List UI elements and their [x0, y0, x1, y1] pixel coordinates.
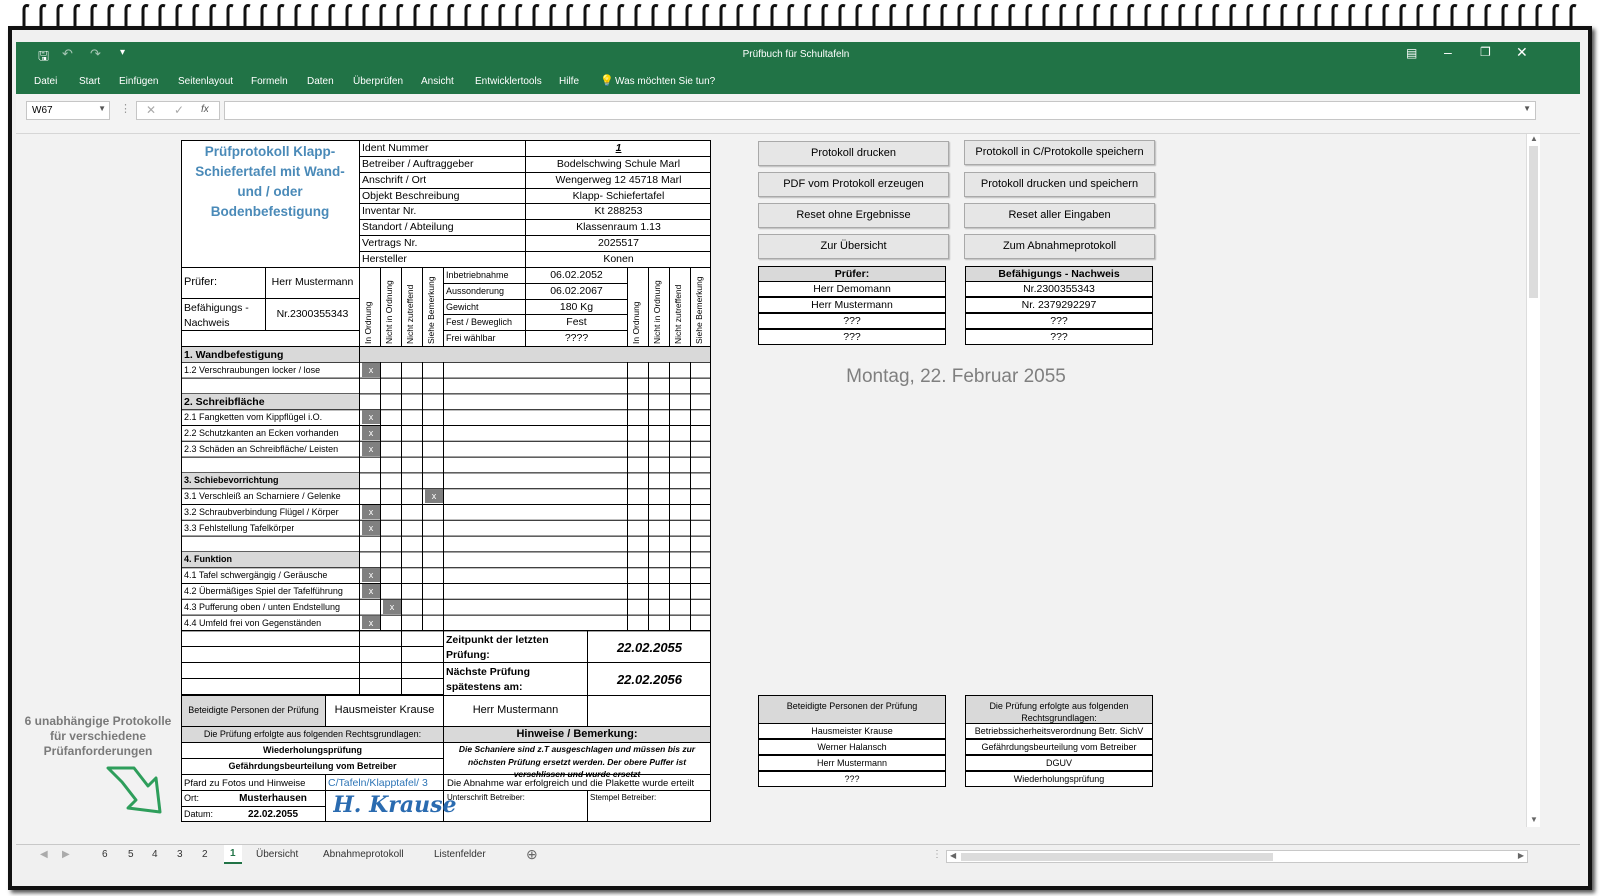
checklist-item: 3.3 Fehlstellung Tafelkörper [184, 522, 295, 533]
last-check-value[interactable]: 22.02.2055 [616, 640, 683, 655]
tab-start[interactable]: Start [79, 76, 101, 87]
legal-2[interactable]: Gefährdungsbeurteilung vom Betreiber [228, 761, 397, 771]
undo-icon[interactable]: ↶ [62, 46, 73, 61]
info-label: Objekt Beschreibung [362, 190, 460, 202]
tab-hilfe[interactable]: Hilfe [559, 76, 580, 87]
persons-table-row[interactable]: Herr Mustermann [758, 755, 946, 771]
checklist-item: 4.2 Übermäßiges Spiel der Tafelführung [184, 586, 343, 596]
section-title: 2. Schreibfläche [184, 396, 265, 409]
legal-table-header: Die Prüfung erfolgte aus folgenden Rechtsgrundlagen: [965, 695, 1153, 724]
detail-label: Frei wählbar [446, 333, 496, 343]
tab-datei[interactable]: Datei [34, 76, 58, 87]
info-value[interactable]: Bodelschwing Schule Marl [556, 158, 681, 170]
horizontal-scrollbar[interactable] [946, 850, 1528, 863]
checklist-item: 3.2 Schraubverbindung Flügel / Körper [184, 507, 339, 517]
tab-daten[interactable]: Daten [307, 76, 334, 87]
minimize-icon[interactable]: – [1444, 44, 1452, 60]
persons-table-header: Beteidigte Personen der Prüfung [758, 695, 946, 724]
info-value[interactable]: Konen [603, 253, 634, 265]
sig-betreiber-label: Unterschrift Betreiber: [447, 793, 525, 802]
section-title: 4. Funktion [184, 554, 232, 565]
info-label: Anschrift / Ort [362, 174, 427, 186]
legal-table-row[interactable]: Betriebssicherheitsverordnung Betr. SichV [965, 723, 1153, 739]
close-icon[interactable]: ✕ [1516, 44, 1528, 60]
sheet-tab[interactable]: 3 [177, 849, 183, 860]
pruefprotokoll-form [181, 140, 711, 822]
section-header-bg [360, 347, 710, 362]
status-mark[interactable]: x [362, 442, 380, 456]
datum-value[interactable]: 22.02.2055 [247, 809, 299, 820]
persons-table-row[interactable]: ??? [758, 771, 946, 787]
horizontal-scroll-thumb[interactable] [961, 853, 1273, 861]
header-siehe-bemerkung: Siehe Bemerkung [426, 276, 436, 344]
date-display: Montag, 22. Februar 2055 [846, 366, 1066, 387]
sheet-tab[interactable]: 4 [152, 849, 158, 860]
status-mark[interactable]: x [362, 426, 380, 440]
pruefer-table-row[interactable]: ??? [758, 329, 946, 345]
worksheet-area [16, 134, 1580, 844]
status-mark[interactable]: x [362, 363, 380, 377]
info-label: Betreiber / Auftraggeber [362, 158, 474, 170]
legal-1[interactable]: Wiederholungsprüfung [263, 745, 362, 755]
person-1[interactable]: Hausmeister Krause [334, 704, 435, 716]
next-check-value[interactable]: 22.02.2056 [616, 672, 683, 687]
pruefer-table-header: Prüfer: [758, 266, 946, 282]
legal-table-row[interactable]: DGUV [965, 755, 1153, 771]
quick-access-dropdown-icon[interactable]: ▾ [120, 47, 126, 58]
save-protocol-button[interactable]: Protokoll in C/Protokolle speichern [964, 140, 1155, 165]
next-check-label: Nächste Prüfung spätestens am: [446, 666, 531, 693]
name-box-value: W67 [32, 105, 53, 116]
status-mark[interactable]: x [362, 584, 380, 598]
header-in-ordnung: In Ordnung [363, 301, 373, 344]
nachweis-table-row[interactable]: Nr.2300355343 [965, 281, 1153, 297]
sheet-tab[interactable]: Übersicht [256, 849, 299, 860]
info-label: Ident Nummer [362, 142, 429, 154]
checklist-item: 3.1 Verschleiß an Scharniere / Gelenke [184, 491, 341, 502]
info-label: Hersteller [362, 253, 407, 265]
acceptance-protocol-button[interactable]: Zum Abnahmeprotokoll [964, 234, 1155, 259]
name-box-dropdown-icon[interactable]: ▼ [98, 104, 106, 113]
sheet-tabs-bar [16, 844, 1580, 868]
checklist-item: 4.4 Umfeld frei von Gegenständen [184, 617, 322, 628]
photo-link[interactable]: C/Tafeln/Klapptafel/ 3 [328, 777, 428, 789]
info-value[interactable]: Klassenraum 1.13 [576, 221, 661, 233]
checklist-item: 4.1 Tafel schwergängig / Geräusche [184, 570, 328, 581]
tab-scroll-left-icon[interactable]: ◀ [40, 849, 48, 860]
redo-icon[interactable]: ↷ [90, 46, 101, 61]
pruefer-table-row[interactable]: Herr Demomann [758, 281, 946, 297]
pruefer-label: Prüfer: [184, 276, 218, 288]
tab-ueberpruefen[interactable]: Überprüfen [353, 76, 404, 87]
title-bar [16, 42, 1580, 68]
formula-bar [16, 94, 1580, 134]
legal-label: Die Prüfung erfolgte aus folgenden Rechtsgrundlagen: [203, 729, 422, 739]
cancel-icon[interactable]: ✕ [146, 103, 157, 117]
section-title: 3. Schiebevorrichtung [184, 475, 279, 486]
nachweis-value[interactable]: Nr.2300355343 [276, 308, 349, 320]
insert-function-icon[interactable]: fx [201, 104, 209, 115]
hscroll-right-icon[interactable]: ▶ [1517, 851, 1524, 860]
sheet-tab[interactable]: 2 [202, 849, 208, 860]
reset-results-button[interactable]: Reset ohne Ergebnisse [758, 203, 949, 228]
detail-value[interactable]: Fest [566, 316, 587, 328]
info-label: Vertrags Nr. [362, 237, 418, 249]
tell-me-search[interactable]: Was möchten Sie tun? [615, 76, 716, 87]
info-label: Standort / Abteilung [362, 221, 454, 233]
checklist-item: 2.3 Schäden an Schreibfläche/ Leisten [184, 443, 339, 454]
sheet-tab[interactable]: Listenfelder [434, 849, 486, 860]
photo-label: Pfard zu Fotos und Hinweise [184, 778, 306, 789]
detail-label: Inbetriebnahme [446, 270, 509, 280]
status-mark[interactable]: x [362, 568, 380, 582]
status-mark[interactable]: x [425, 489, 443, 503]
tab-seitenlayout[interactable]: Seitenlayout [178, 76, 234, 87]
overview-button[interactable]: Zur Übersicht [758, 234, 949, 259]
restore-icon[interactable]: ❐ [1480, 45, 1491, 59]
side-note: 6 unabhängige Protokolle für verschiedene Prüfanforderungen [24, 714, 172, 758]
detail-label: Aussonderung [446, 286, 505, 296]
tab-formeln[interactable]: Formeln [251, 76, 288, 87]
sheet-tab[interactable]: 1 [224, 845, 242, 864]
save-icon[interactable]: 🖫 [38, 48, 50, 63]
pruefer-table-row[interactable]: ??? [758, 313, 946, 329]
signature: H. Krause [333, 792, 457, 818]
sheet-tab[interactable]: 5 [128, 849, 134, 860]
info-value[interactable]: 1 [615, 142, 622, 154]
persons-table-row[interactable]: Hausmeister Krause [758, 723, 946, 739]
detail-value[interactable]: 06.02.2052 [550, 269, 603, 281]
header-nicht-in-ordnung-2: Nicht in Ordnung [652, 280, 662, 344]
persons-table-row[interactable]: Werner Halansch [758, 739, 946, 755]
pruefer-value[interactable]: Herr Mustermann [271, 276, 354, 288]
header-nicht-in-ordnung: Nicht in Ordnung [384, 280, 394, 344]
ort-value[interactable]: Musterhausen [239, 793, 307, 804]
ribbon-tabs [16, 68, 1580, 94]
info-value[interactable]: 2025517 [598, 237, 639, 249]
window-title: Prüfbuch für Schultafeln [742, 49, 850, 60]
reset-all-button[interactable]: Reset aller Eingaben [964, 203, 1155, 228]
nachweis-table-header: Befähigungs - Nachweis [965, 266, 1153, 282]
detail-value[interactable]: 180 Kg [559, 301, 594, 313]
vertical-scroll-thumb[interactable] [1529, 146, 1538, 298]
pruefer-table-row[interactable]: Herr Mustermann [758, 297, 946, 313]
checklist-item: 1.2 Verschraubungen locker / lose [184, 364, 321, 375]
tab-einfuegen[interactable]: Einfügen [119, 76, 159, 87]
info-value[interactable]: Wengerweg 12 45718 Marl [555, 174, 682, 186]
scroll-up-icon[interactable]: ▲ [1530, 134, 1538, 143]
tab-splitter-icon[interactable]: ⋮ [932, 849, 942, 860]
section-title: 1. Wandbefestigung [184, 349, 284, 361]
checklist-item: 2.2 Schutzkanten an Ecken vorhanden [184, 428, 339, 438]
nachweis-table-row[interactable]: ??? [965, 313, 1153, 329]
sheet-tab[interactable]: Abnahmeprotokoll [323, 849, 404, 860]
expand-formula-icon[interactable]: ▼ [1523, 104, 1531, 113]
formula-input[interactable] [224, 101, 1536, 120]
tab-ansicht[interactable]: Ansicht [421, 76, 454, 87]
nachweis-label: Befähigungs - Nachweis [184, 302, 249, 329]
arrow-down-right-icon [104, 764, 170, 822]
tab-scroll-right-icon[interactable]: ▶ [62, 849, 70, 860]
ribbon-display-icon[interactable]: ▤ [1406, 46, 1418, 60]
hscroll-left-icon[interactable]: ◀ [950, 851, 957, 860]
persons-label: Beteidigte Personen der Prüfung [188, 705, 319, 715]
print-protocol-button[interactable]: Protokoll drucken [758, 141, 949, 166]
notes-line[interactable]: Die Abnahme war erfolgreich und die Plakette wurde erteilt [447, 778, 695, 789]
detail-value[interactable]: ???? [564, 332, 589, 344]
legal-table-row[interactable]: Wiederholungsprüfung [965, 771, 1153, 787]
lightbulb-icon: 💡 [600, 75, 614, 87]
nachweis-table-row[interactable]: Nr. 2379292297 [965, 297, 1153, 313]
status-mark[interactable]: x [362, 410, 380, 424]
checklist-item: 4.3 Pufferung oben / unten Endstellung [184, 601, 340, 612]
more-options-icon: ⋮ [120, 103, 131, 115]
header-siehe-bemerkung-2: Siehe Bemerkung [694, 276, 704, 344]
header-nicht-zutreffend: Nicht zutreffend [405, 284, 415, 344]
create-pdf-button[interactable]: PDF vom Protokoll erzeugen [758, 172, 949, 197]
legal-table-row[interactable]: Gefährdungsbeurteilung vom Betreiber [965, 739, 1153, 755]
status-mark[interactable]: x [362, 505, 380, 519]
info-value[interactable]: Kt 288253 [594, 205, 643, 217]
notes-text[interactable]: Die Schaniere sind z.T ausgeschlagen und müssen bis zur nöchsten Prüfung ersetzt werden. Der obere Puffer ist verschlissen und wurde ersetzt [458, 744, 696, 779]
last-check-label: Zeitpunkt der letzten Prüfung: [446, 634, 549, 661]
sheet-tab[interactable]: 6 [102, 849, 108, 860]
info-value[interactable]: Klapp- Schiefertafel [572, 190, 665, 202]
status-mark[interactable]: x [383, 600, 401, 614]
detail-value[interactable]: 06.02.2067 [550, 285, 603, 297]
person-2[interactable]: Herr Mustermann [472, 704, 559, 716]
ort-label: Ort: [184, 793, 199, 803]
new-sheet-icon[interactable]: ⊕ [526, 846, 538, 862]
detail-label: Gewicht [446, 302, 479, 312]
print-and-save-button[interactable]: Protokoll drucken und speichern [964, 172, 1155, 197]
nachweis-table-row[interactable]: ??? [965, 329, 1153, 345]
form-title: Prüfprotokoll Klapp-Schiefertafel mit Wand- und / oder Bodenbefestigung [195, 144, 345, 219]
datum-label: Datum: [184, 809, 214, 819]
notes-header: Hinweise / Bemerkung: [516, 728, 638, 740]
status-mark[interactable]: x [362, 521, 380, 535]
status-mark[interactable]: x [362, 616, 380, 630]
scroll-down-icon[interactable]: ▼ [1530, 815, 1538, 824]
tab-entwicklertools[interactable]: Entwicklertools [475, 76, 542, 87]
stamp-betreiber-label: Stempel Betreiber: [590, 793, 657, 802]
formula-buttons [136, 101, 220, 120]
checklist-item: 2.1 Fangketten vom Kippflügel i.O. [184, 412, 323, 423]
detail-label: Fest / Beweglich [446, 317, 513, 327]
enter-icon[interactable]: ✓ [174, 103, 185, 117]
vertical-scrollbar[interactable] [1526, 134, 1540, 827]
name-box[interactable] [26, 101, 110, 120]
info-label: Inventar Nr. [362, 205, 417, 217]
header-in-ordnung-2: In Ordnung [631, 301, 641, 344]
header-nicht-zutreffend-2: Nicht zutreffend [673, 284, 683, 344]
